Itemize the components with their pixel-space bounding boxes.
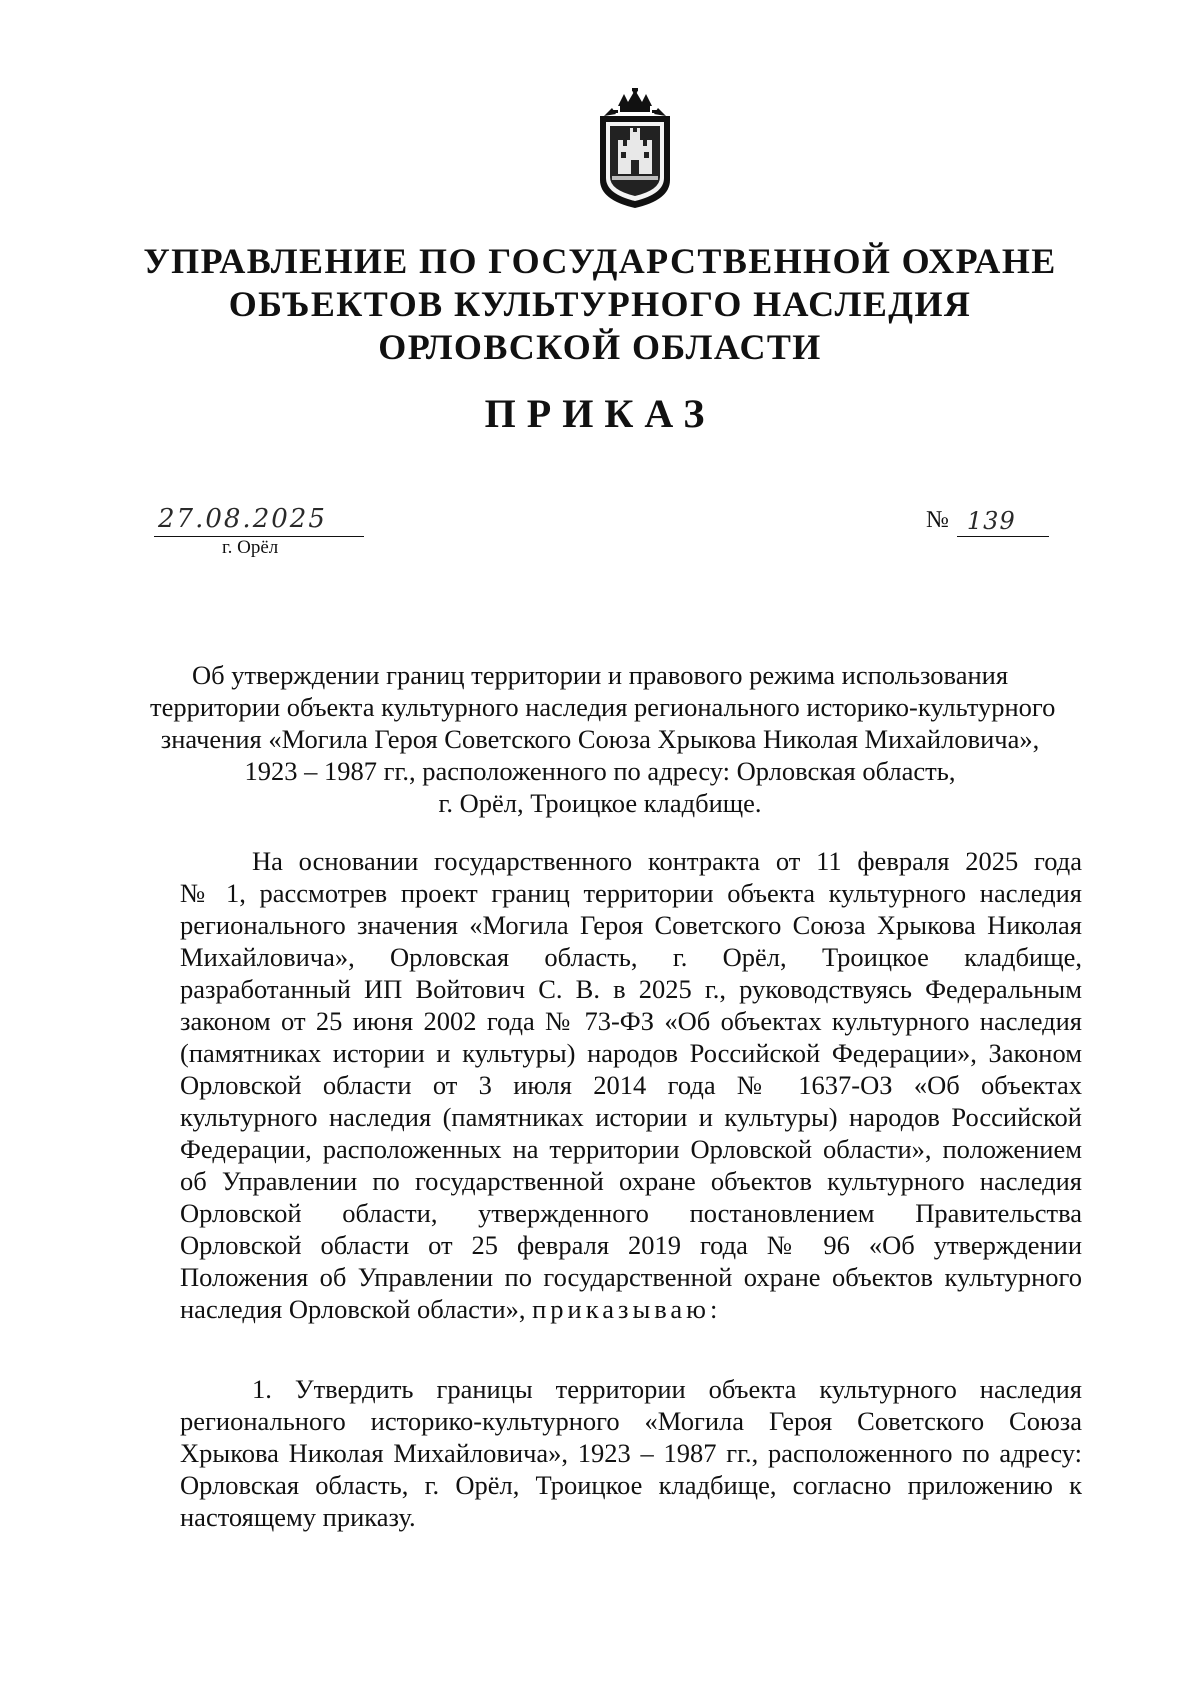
paragraph-line: Хрыкова Николая Михайловича», 1923 – 1987 гг., расположенного по адресу: [180, 1438, 1082, 1468]
paragraph-line: культурного наследия (памятниках истории и культуры) народов Российской [180, 1102, 1082, 1132]
number-sign: № [926, 507, 949, 533]
document-city: г. Орёл [222, 537, 279, 558]
paragraph-last-line [180, 1293, 1082, 1325]
order-word: приказываю: [532, 1294, 722, 1324]
org-name-line-2: ОБЪЕКТОВ КУЛЬТУРНОГО НАСЛЕДИЯ [228, 284, 972, 324]
date-block [154, 502, 364, 559]
subject-line-3: значения «Могила Героя Советского Союза Хрыкова Николая Михайловича», [160, 724, 1040, 754]
coat-of-arms-icon [590, 88, 680, 210]
paragraph-line: Орловской области от 3 июля 2014 года № 1637-ОЗ «Об объектах [180, 1070, 1082, 1100]
paragraph-line: Федерации, расположенных на территории Орловской области», положением [180, 1134, 1082, 1164]
paragraph-line: № 1, рассмотрев проект границ территории объекта культурного наследия [180, 878, 1082, 908]
paragraph-line: законом от 25 июня 2002 года № 73-ФЗ «Об объектах культурного наследия [180, 1006, 1082, 1036]
subject-line-4: 1923 – 1987 гг., расположенного по адресу: Орловская область, [244, 756, 956, 786]
paragraph-line: регионального значения «Могила Героя Советского Союза Хрыкова Николая [180, 910, 1082, 940]
paragraph-line: разработанный ИП Войтович С. В. в 2025 г., руководствуясь Федеральным [180, 974, 1082, 1004]
paragraph-basis [180, 845, 1082, 1325]
org-name-line-1: УПРАВЛЕНИЕ ПО ГОСУДАРСТВЕННОЙ ОХРАНЕ [143, 241, 1057, 281]
organization-name [120, 240, 1080, 369]
paragraph-line: Орловской области от 25 февраля 2019 года № 96 «Об утверждении [180, 1230, 1082, 1260]
paragraph-line: На основании государственного контракта от 11 февраля 2025 года [252, 846, 1082, 876]
document-date: 27.08.2025 [154, 502, 364, 537]
subject-line-1: Об утверждении границ территории и правового режима использования [191, 660, 1009, 690]
subject-line-2: территории объекта культурного наследия регионального историко-культурного [150, 692, 1056, 722]
order-subject [150, 659, 1056, 819]
paragraph-line: Положения об Управлении по государственной охране объектов культурного [180, 1262, 1082, 1292]
paragraph-last-line-text: наследия Орловской области», [180, 1294, 526, 1324]
paragraph-line: настоящему приказу. [180, 1502, 416, 1532]
paragraph-line: 1. Утвердить границы территории объекта культурного наследия [252, 1374, 1082, 1404]
document-number-block [926, 503, 1074, 537]
paragraph-item-1 [180, 1373, 1082, 1533]
document-type-title: ПРИКАЗ [484, 391, 716, 436]
paragraph-line: об Управлении по государственной охране объектов культурного наследия [180, 1166, 1082, 1196]
paragraph-line: Михайловича», Орловская область, г. Орёл, Троицкое кладбище, [180, 942, 1082, 972]
paragraph-line: Орловской области, утвержденного постановлением Правительства [180, 1198, 1082, 1228]
document-number: 139 [957, 505, 1049, 537]
paragraph-line: Орловская область, г. Орёл, Троицкое кладбище, согласно приложению к [180, 1470, 1082, 1500]
paragraph-line: регионального историко-культурного «Могила Героя Советского Союза [180, 1406, 1082, 1436]
paragraph-line: (памятниках истории и культуры) народов Российской Федерации», Законом [180, 1038, 1082, 1068]
org-name-line-3: ОРЛОВСКОЙ ОБЛАСТИ [378, 327, 822, 367]
subject-line-5: г. Орёл, Троицкое кладбище. [438, 788, 762, 818]
